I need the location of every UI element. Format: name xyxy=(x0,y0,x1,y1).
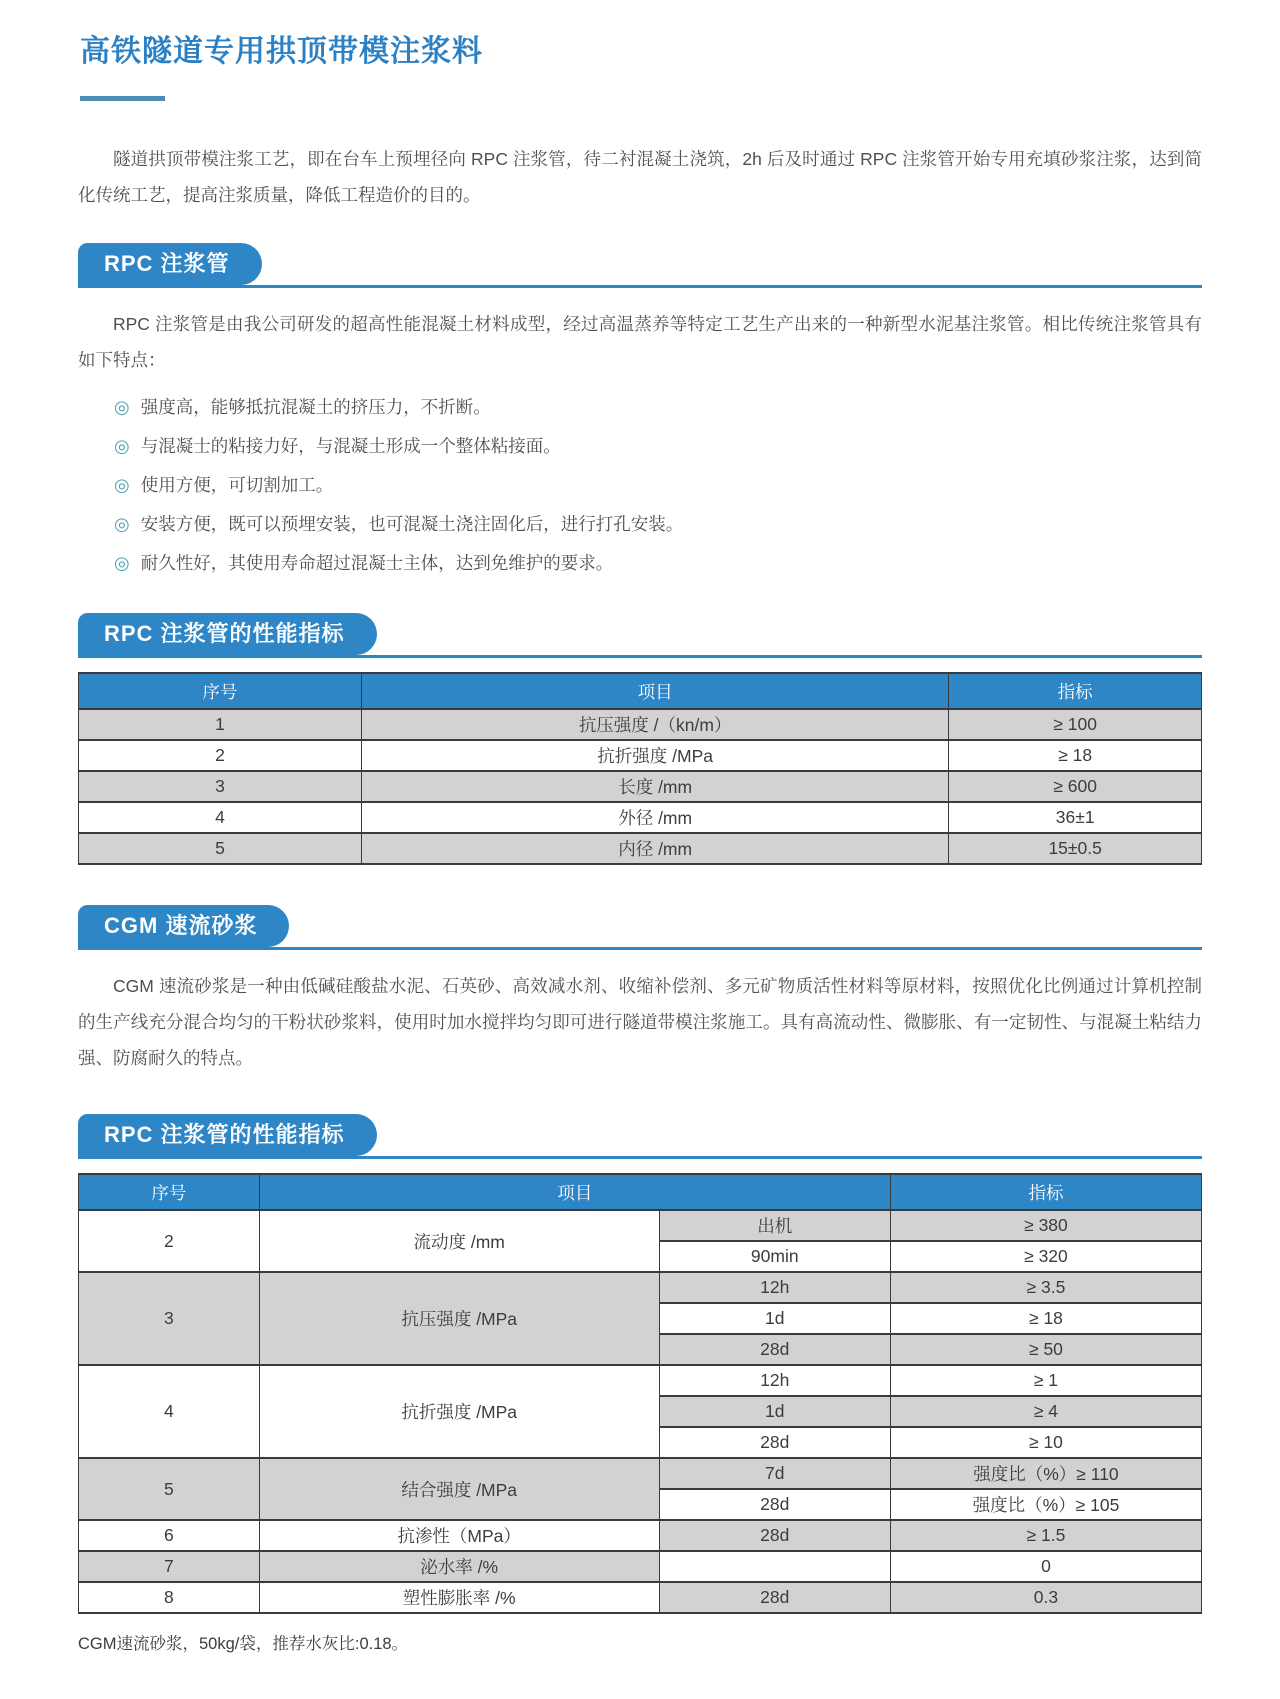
table-row xyxy=(79,709,1202,740)
table-cell-cond: 出机 xyxy=(659,1210,890,1241)
table-cell-value: 0.3 xyxy=(890,1582,1201,1613)
cgm-performance-table xyxy=(78,1173,1202,1614)
table-cell-value: ≥ 380 xyxy=(890,1210,1201,1241)
table-cell-value: 36±1 xyxy=(949,802,1202,833)
section-badge: CGM 速流砂浆 xyxy=(78,905,289,947)
table-cell-value: 强度比（%）≥ 105 xyxy=(890,1489,1201,1520)
table-cell-value: 强度比（%）≥ 110 xyxy=(890,1458,1201,1489)
table-cell-cond: 7d xyxy=(659,1458,890,1489)
table-cell-value: 15±0.5 xyxy=(949,833,1202,864)
column-header-no: 序号 xyxy=(79,1174,260,1210)
bullet-text: 使用方便，可切割加工。 xyxy=(140,475,334,495)
table-cell-no: 2 xyxy=(79,740,362,771)
section-badge: RPC 注浆管的性能指标 xyxy=(78,1114,377,1156)
table-cell-cond: 1d xyxy=(659,1303,890,1334)
section-heading-rpc-pipe xyxy=(78,243,1202,288)
rpc-performance-table xyxy=(78,672,1202,865)
table-cell-value: ≥ 100 xyxy=(949,709,1202,740)
column-header-item: 项目 xyxy=(259,1174,890,1210)
table-cell-no: 3 xyxy=(79,771,362,802)
table-cell-value: ≥ 18 xyxy=(890,1303,1201,1334)
table-cell-no: 5 xyxy=(79,833,362,864)
rpc-feature-list xyxy=(78,388,1202,583)
table-cell-no: 8 xyxy=(79,1582,260,1613)
table-cell-no: 7 xyxy=(79,1551,260,1582)
rpc-description: RPC 注浆管是由我公司研发的超高性能混凝土材料成型，经过高温蒸养等特定工艺生产出来的一种新型水泥基注浆管。相比传统注浆管具有如下特点： xyxy=(78,314,1202,370)
table-cell-no: 6 xyxy=(79,1520,260,1551)
table-row xyxy=(79,1272,1202,1303)
table-cell-item: 抗折强度 /MPa xyxy=(361,740,948,771)
table-cell-cond: 28d xyxy=(659,1427,890,1458)
double-circle-bullet-icon: ◎ xyxy=(114,514,130,534)
section-badge: RPC 注浆管的性能指标 xyxy=(78,613,377,655)
title-underline xyxy=(80,96,165,101)
table-row xyxy=(79,833,1202,864)
table-cell-value: ≥ 18 xyxy=(949,740,1202,771)
column-header-no: 序号 xyxy=(79,673,362,709)
bullet-text: 与混凝士的粘接力好，与混凝土形成一个整体粘接面。 xyxy=(140,436,561,456)
column-header-value: 指标 xyxy=(949,673,1202,709)
table-row xyxy=(79,1210,1202,1241)
table-cell-item: 流动度 /mm xyxy=(259,1210,659,1272)
table-cell-item: 抗压强度 /MPa xyxy=(259,1272,659,1365)
table-cell-item: 内径 /mm xyxy=(361,833,948,864)
section-badge: RPC 注浆管 xyxy=(78,243,262,285)
table-cell-value: ≥ 4 xyxy=(890,1396,1201,1427)
table-cell-cond: 1d xyxy=(659,1396,890,1427)
double-circle-bullet-icon: ◎ xyxy=(114,553,130,573)
table-cell-no: 4 xyxy=(79,802,362,833)
table-cell-item: 抗压强度 /（kn/m） xyxy=(361,709,948,740)
double-circle-bullet-icon: ◎ xyxy=(114,475,130,495)
table-cell-cond: 28d xyxy=(659,1334,890,1365)
page-title: 高铁隧道专用拱顶带模注浆料 xyxy=(80,35,483,68)
table-cell-item: 泌水率 /% xyxy=(259,1551,659,1582)
section-heading-cgm-table xyxy=(78,1114,1202,1159)
table-row xyxy=(79,771,1202,802)
cgm-description: CGM 速流砂浆是一种由低碱硅酸盐水泥、石英砂、高效减水剂、收缩补偿剂、多元矿物质活性材料等原材料，按照优化比例通过计算机控制的生产线充分混合均匀的干粉状砂浆料，使用时加水搅拌均匀即可进行隧道带模注浆施工。具有高流动性、微膨胀、有一定韧性、与混凝土粘结力强、防腐耐久的特点。 xyxy=(78,976,1202,1068)
table-cell-cond xyxy=(659,1551,890,1582)
table-row xyxy=(79,1582,1202,1613)
table-cell-value: ≥ 1.5 xyxy=(890,1520,1201,1551)
table-row xyxy=(79,802,1202,833)
table-cell-value: ≥ 1 xyxy=(890,1365,1201,1396)
table-header-row xyxy=(79,673,1202,709)
table-cell-no: 1 xyxy=(79,709,362,740)
table-cell-no: 5 xyxy=(79,1458,260,1520)
intro-paragraph: 隧道拱顶带模注浆工艺，即在台车上预埋径向 RPC 注浆管，待二衬混凝土浇筑，2h 后及时通过 RPC 注浆管开始专用充填砂浆注浆，达到简化传统工艺，提高注浆质量，降低工程造价的目的。 xyxy=(78,149,1202,205)
table-cell-cond: 90min xyxy=(659,1241,890,1272)
table-cell-no: 2 xyxy=(79,1210,260,1272)
table-row xyxy=(79,740,1202,771)
table-cell-cond: 12h xyxy=(659,1365,890,1396)
table-cell-item: 结合强度 /MPa xyxy=(259,1458,659,1520)
footnote: CGM速流砂浆，50kg/袋，推荐水灰比:0.18。 xyxy=(78,1635,409,1653)
list-item xyxy=(114,544,1202,583)
table-cell-item: 抗渗性（MPa） xyxy=(259,1520,659,1551)
table-cell-no: 4 xyxy=(79,1365,260,1458)
table-header-row xyxy=(79,1174,1202,1210)
section-heading-rpc-table xyxy=(78,613,1202,658)
double-circle-bullet-icon: ◎ xyxy=(114,436,130,456)
table-cell-cond: 28d xyxy=(659,1582,890,1613)
list-item xyxy=(114,505,1202,544)
column-header-item: 项目 xyxy=(361,673,948,709)
table-cell-item: 长度 /mm xyxy=(361,771,948,802)
section-heading-cgm xyxy=(78,905,1202,950)
table-cell-item: 抗折强度 /MPa xyxy=(259,1365,659,1458)
table-row xyxy=(79,1520,1202,1551)
table-cell-value: ≥ 10 xyxy=(890,1427,1201,1458)
table-cell-value: ≥ 600 xyxy=(949,771,1202,802)
table-cell-value: ≥ 320 xyxy=(890,1241,1201,1272)
bullet-text: 耐久性好，其使用寿命超过混凝士主体，达到免维护的要求。 xyxy=(140,553,614,573)
double-circle-bullet-icon: ◎ xyxy=(114,397,130,417)
list-item xyxy=(114,466,1202,505)
table-cell-value: 0 xyxy=(890,1551,1201,1582)
table-cell-item: 外径 /mm xyxy=(361,802,948,833)
column-header-value: 指标 xyxy=(890,1174,1201,1210)
table-cell-value: ≥ 50 xyxy=(890,1334,1201,1365)
table-cell-value: ≥ 3.5 xyxy=(890,1272,1201,1303)
table-row xyxy=(79,1365,1202,1396)
table-cell-cond: 28d xyxy=(659,1520,890,1551)
list-item xyxy=(114,427,1202,466)
table-cell-no: 3 xyxy=(79,1272,260,1365)
table-cell-cond: 28d xyxy=(659,1489,890,1520)
table-row xyxy=(79,1551,1202,1582)
list-item xyxy=(114,388,1202,427)
bullet-text: 强度高，能够抵抗混凝土的挤压力，不折断。 xyxy=(140,397,491,417)
table-cell-cond: 12h xyxy=(659,1272,890,1303)
table-row xyxy=(79,1458,1202,1489)
table-cell-item: 塑性膨胀率 /% xyxy=(259,1582,659,1613)
bullet-text: 安装方便，既可以预埋安装，也可混凝土浇注固化后，进行打孔安装。 xyxy=(140,514,684,534)
